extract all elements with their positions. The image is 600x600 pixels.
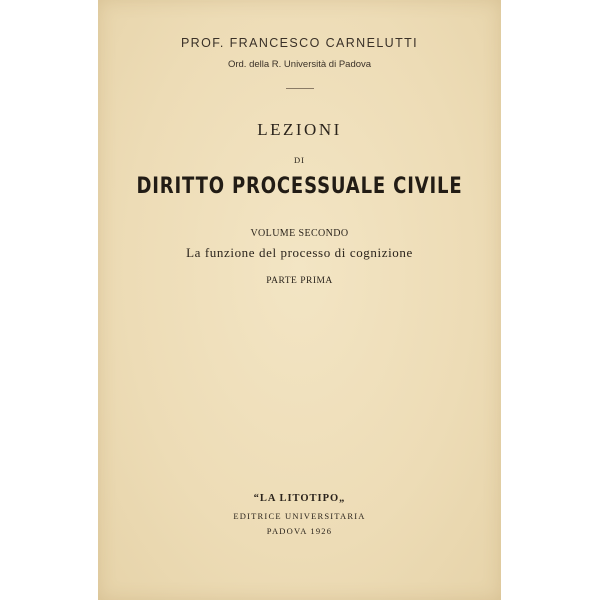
- publisher-description: EDITRICE UNIVERSITARIA: [233, 511, 366, 521]
- author-affiliation: Ord. della R. Università di Padova: [227, 59, 372, 70]
- title-page: [98, 0, 501, 600]
- title-lezioni: LEZIONI: [257, 120, 342, 139]
- main-title: DIRITTO PROCESSUALE CIVILE: [136, 174, 463, 199]
- volume-label: VOLUME SECONDO: [250, 228, 349, 239]
- divider-rule: [286, 88, 314, 89]
- title-connector: DI: [294, 155, 305, 165]
- author-name: PROF. FRANCESCO CARNELUTTI: [180, 36, 419, 50]
- publisher-name: “LA LITOTIPO„: [253, 493, 346, 504]
- publication-place-year: PADOVA 1926: [266, 526, 333, 536]
- volume-subtitle: La funzione del processo di cognizione: [186, 245, 413, 260]
- part-label: PARTE PRIMA: [266, 276, 333, 286]
